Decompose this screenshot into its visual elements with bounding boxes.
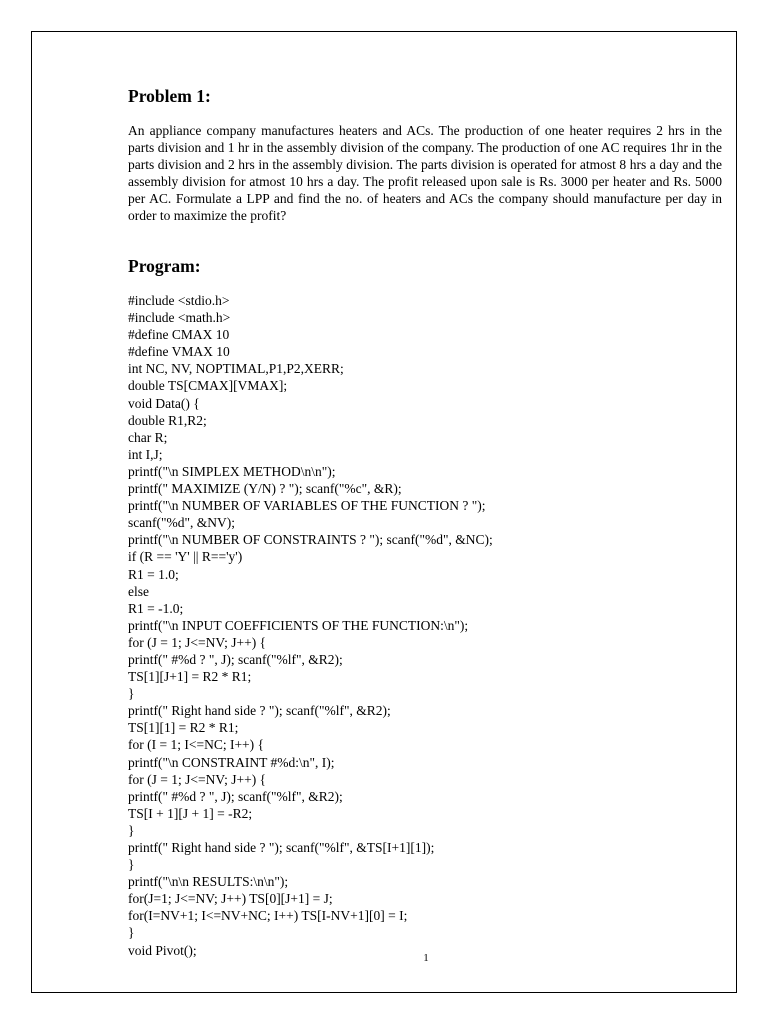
code-line: }: [128, 925, 135, 941]
code-line: printf("\n NUMBER OF CONSTRAINTS ? "); scanf("%d", &NC);: [128, 532, 493, 548]
code-line: for(J=1; J<=NV; J++) TS[0][J+1] = J;: [128, 891, 333, 907]
code-line: printf("\n CONSTRAINT #%d:\n", I);: [128, 754, 335, 770]
code-line: for (J = 1; J<=NV; J++) {: [128, 771, 267, 787]
code-line: char R;: [128, 429, 168, 445]
code-line: }: [128, 857, 135, 873]
code-line: void Pivot();: [128, 942, 197, 958]
code-line: TS[I + 1][J + 1] = -R2;: [128, 805, 253, 821]
code-line: #include <math.h>: [128, 310, 231, 326]
code-line: #include <stdio.h>: [128, 293, 230, 308]
code-line: printf("\n\n RESULTS:\n\n");: [128, 874, 289, 890]
code-line: R1 = -1.0;: [128, 600, 184, 616]
code-line: printf(" MAXIMIZE (Y/N) ? "); scanf("%c", &R);: [128, 481, 402, 497]
code-line: for (I = 1; I<=NC; I++) {: [128, 737, 265, 753]
code-line: scanf("%d", &NV);: [128, 515, 235, 531]
page-number: 1: [423, 952, 429, 964]
code-line: int I,J;: [128, 446, 163, 462]
program-code: [128, 292, 722, 959]
code-line: printf(" Right hand side ? "); scanf("%lf", &R2);: [128, 703, 391, 719]
code-line: int NC, NV, NOPTIMAL,P1,P2,XERR;: [128, 361, 344, 377]
code-line: printf("\n NUMBER OF VARIABLES OF THE FUNCTION ? ");: [128, 498, 486, 514]
code-line: printf(" #%d ? ", J); scanf("%lf", &R2);: [128, 788, 343, 804]
code-line: R1 = 1.0;: [128, 566, 179, 582]
code-line: printf(" #%d ? ", J); scanf("%lf", &R2);: [128, 651, 343, 667]
code-line: double R1,R2;: [128, 412, 207, 428]
code-line: TS[1][J+1] = R2 * R1;: [128, 669, 252, 685]
code-line: for(I=NV+1; I<=NV+NC; I++) TS[I-NV+1][0] = I;: [128, 908, 408, 924]
code-line: #define VMAX 10: [128, 344, 230, 360]
code-line: for (J = 1; J<=NV; J++) {: [128, 634, 267, 650]
code-line: else: [128, 583, 149, 599]
problem-heading: Problem 1:: [128, 86, 211, 106]
code-line: printf("\n SIMPLEX METHOD\n\n");: [128, 463, 336, 479]
problem-statement: An appliance company manufactures heaters and ACs. The production of one heater requires 2 hrs in the parts division and 1 hr in the assembly division of the company. The production of one AC requires 1hr in the parts division and 2 hrs in the assembly division. The parts division is operated for atmost 8 hrs a day and the assembly division for atmost 10 hrs a day. The profit released upon sale is Rs. 3000 per heater and Rs. 5000 per AC. Formulate a LPP and find the no. of heaters and ACs the company should manufacture per day in order to maximize the profit?: [128, 123, 722, 223]
code-line: printf("\n INPUT COEFFICIENTS OF THE FUNCTION:\n");: [128, 617, 469, 633]
program-heading: Program:: [128, 256, 201, 276]
code-line: }: [128, 686, 135, 702]
code-line: }: [128, 822, 135, 838]
code-line: if (R == 'Y' || R=='y'): [128, 549, 243, 565]
code-line: printf(" Right hand side ? "); scanf("%lf", &TS[I+1][1]);: [128, 840, 435, 855]
code-line: void Data() {: [128, 395, 200, 411]
code-line: TS[1][1] = R2 * R1;: [128, 720, 239, 736]
code-line: #define CMAX 10: [128, 327, 230, 343]
code-line: double TS[CMAX][VMAX];: [128, 378, 288, 394]
